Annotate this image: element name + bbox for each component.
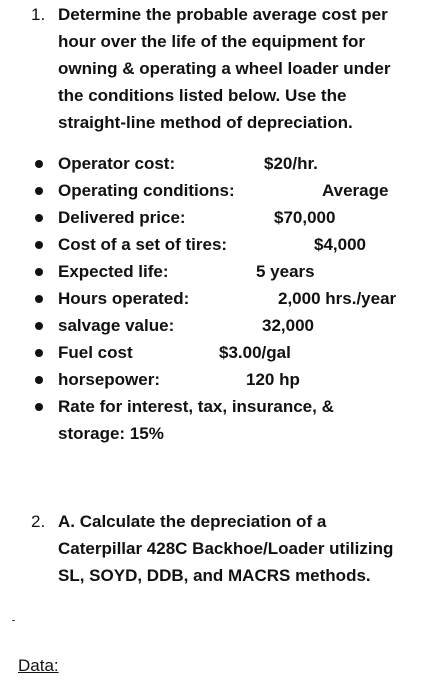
item-value: $70,000 [274, 208, 336, 227]
question-1-line: hour over the life of the equipment for [58, 32, 365, 51]
item-label: Operator cost: [58, 154, 176, 173]
item-label: Rate for interest, tax, insurance, & [58, 397, 334, 416]
bullet-icon [35, 403, 43, 411]
question-2-number: 2. [31, 512, 46, 531]
question-1-line: the conditions listed below. Use the [58, 86, 347, 105]
question-2-line: A. Calculate the depreciation of a [58, 512, 327, 531]
item-label: Expected life: [58, 262, 169, 281]
item-label: Operating conditions: [58, 181, 235, 200]
bullet-icon [35, 349, 43, 357]
item-value: Average [322, 181, 389, 200]
item-label: salvage value: [58, 316, 175, 335]
item-label: horsepower: [58, 370, 161, 389]
item-value: 32,000 [262, 316, 314, 335]
bullet-icon [35, 376, 43, 384]
bullet-icon [35, 187, 43, 195]
item-label: storage: 15% [58, 424, 164, 443]
item-value: 5 years [256, 262, 315, 281]
bullet-icon [35, 160, 43, 168]
question-1-number: 1. [31, 5, 46, 24]
question-2-line: SL, SOYD, DDB, and MACRS methods. [58, 566, 371, 585]
question-1-line: owning & operating a wheel loader under [58, 59, 391, 78]
question-1-line: straight-line method of depreciation. [58, 113, 353, 132]
item-label: Cost of a set of tires: [58, 235, 228, 254]
item-value: $20/hr. [264, 154, 318, 173]
question-1-line: Determine the probable average cost per [58, 5, 388, 24]
bullet-icon [35, 268, 43, 276]
data-label: Data: [18, 656, 59, 675]
item-label: Delivered price: [58, 208, 186, 227]
bullet-icon [35, 295, 43, 303]
item-label: Fuel cost [58, 343, 133, 362]
question-2-line: Caterpillar 428C Backhoe/Loader utilizing [58, 539, 394, 558]
item-label: Hours operated: [58, 289, 190, 308]
bullet-icon [35, 322, 43, 330]
item-value: $3.00/gal [219, 343, 291, 362]
bullet-icon [35, 214, 43, 222]
divider-mark [12, 620, 15, 621]
item-value: 120 hp [246, 370, 300, 389]
item-value: $4,000 [314, 235, 366, 254]
bullet-icon [35, 241, 43, 249]
item-value: 2,000 hrs./year [278, 289, 397, 308]
